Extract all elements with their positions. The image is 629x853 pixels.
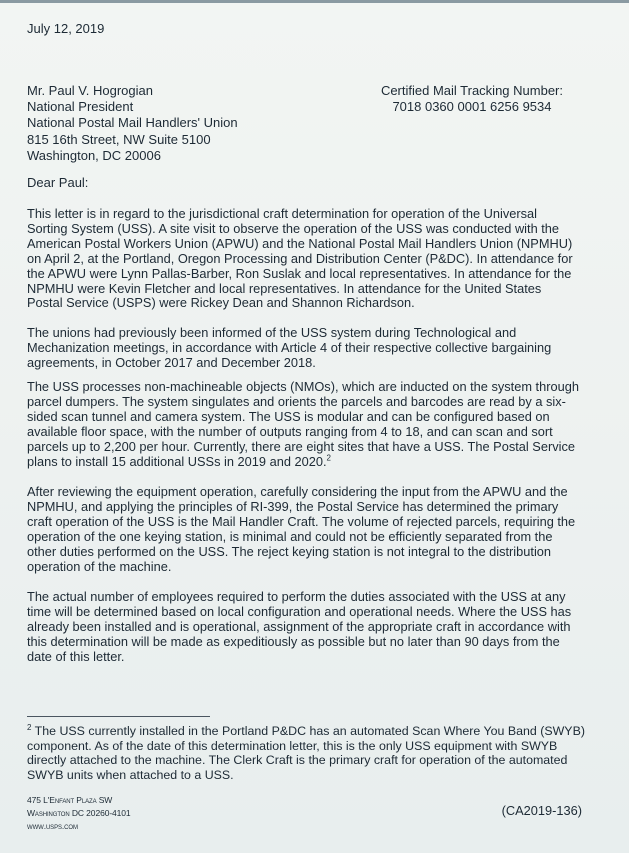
recipient-address-block	[27, 83, 238, 164]
footnote-divider	[27, 716, 210, 717]
tracking-label: Certified Mail Tracking Number:	[380, 83, 563, 98]
salutation: Dear Paul:	[27, 175, 89, 190]
recipient-city: Washington, DC 20006	[27, 147, 161, 163]
footnote-marker: 2	[27, 722, 32, 732]
footnote-text: The USS currently installed in the Portland P&DC has an automated Scan Where You Band (SWYB) component. As of the date of this determination letter, this is the only USS equipment with SWYB directly attached to the machine. The Clerk Craft is the primary craft for operation of the automated SWYB units when attached to a USS.	[27, 724, 585, 782]
tracking-number: 7018 0360 0001 6256 9534	[392, 99, 552, 115]
body-paragraph-1: This letter is in regard to the jurisdictional craft determination for operation of the Universal Sorting System (USS). A site visit to observe the operation of the USS was conducted with the American Postal Workers Union (APWU) and the National Postal Mail Handlers Union (NPMHU) on April 2, at the Portland, Oregon Processing and Distribution Center (P&DC). In attendance for the APWU were Lynn Pallas-Barber, Ron Suslak and local representatives. In attendance for the NPMHU were Kevin Fletcher and local representatives. In attendance for the United States Postal Service (USPS) were Rickey Dean and Shannon Richardson.	[27, 206, 573, 311]
recipient-title: National President	[27, 99, 134, 115]
body-paragraph-3	[27, 380, 579, 469]
footnote	[27, 724, 587, 782]
footer-address-line2: Washington DC 20260-4101	[27, 808, 131, 818]
body-paragraph-2: The unions had previously been informed of the USS system during Technological and Mechanization meetings, in accordance with Article 4 of their respective collective bargaining agreements, in October 2017 and December 2018.	[27, 325, 552, 370]
recipient-organization: National Postal Mail Handlers' Union	[27, 115, 238, 131]
letter-date: July 12, 2019	[27, 21, 105, 36]
footnote-reference: 2	[326, 453, 331, 463]
recipient-street: 815 16th Street, NW Suite 5100	[27, 131, 211, 147]
paragraph-3-text: The USS processes non-machineable objects (NMOs), which are inducted on the system through parcel dumpers. The system singulates and orients the parcels and barcodes are read by a six-sided scan tunnel and camera system. The USS is modular and can be configured based on available floor space, with the number of outputs ranging from 4 to 18, and can scan and sort parcels up to 2,200 per hour. Currently, there are eight sites that have a USS. The Postal Service plans to install 15 additional USSs in 2019 and 2020.	[27, 379, 579, 469]
body-paragraph-4: After reviewing the equipment operation, carefully considering the input from the APWU and the NPMHU, and applying the principles of RI-399, the Postal Service has determined the primary craft operation of the USS is the Mail Handler Craft. The volume of rejected parcels, requiring the operation of the one keying station, is minimal and could not be efficiently separated from the other duties performed on the USS. The reject keying station is not integral to the distribution operation of the machine.	[27, 484, 576, 574]
footer-website: www.usps.com	[27, 821, 78, 831]
scan-edge	[0, 0, 629, 3]
tracking-block	[381, 83, 563, 115]
recipient-name: Mr. Paul V. Hogrogian	[27, 83, 153, 98]
body-paragraph-5: The actual number of employees required to perform the duties associated with the USS at any time will be determined based on local configuration and operational needs. Where the USS has already been installed and is operational, assignment of the appropriate craft in accordance with this determination will be made as expeditiously as possible but no later than 90 days from the date of this letter.	[27, 589, 572, 664]
footer-address-line1: 475 L'Enfant Plaza SW	[27, 795, 113, 805]
footer-address	[27, 794, 131, 833]
document-code: (CA2019-136)	[501, 803, 582, 818]
